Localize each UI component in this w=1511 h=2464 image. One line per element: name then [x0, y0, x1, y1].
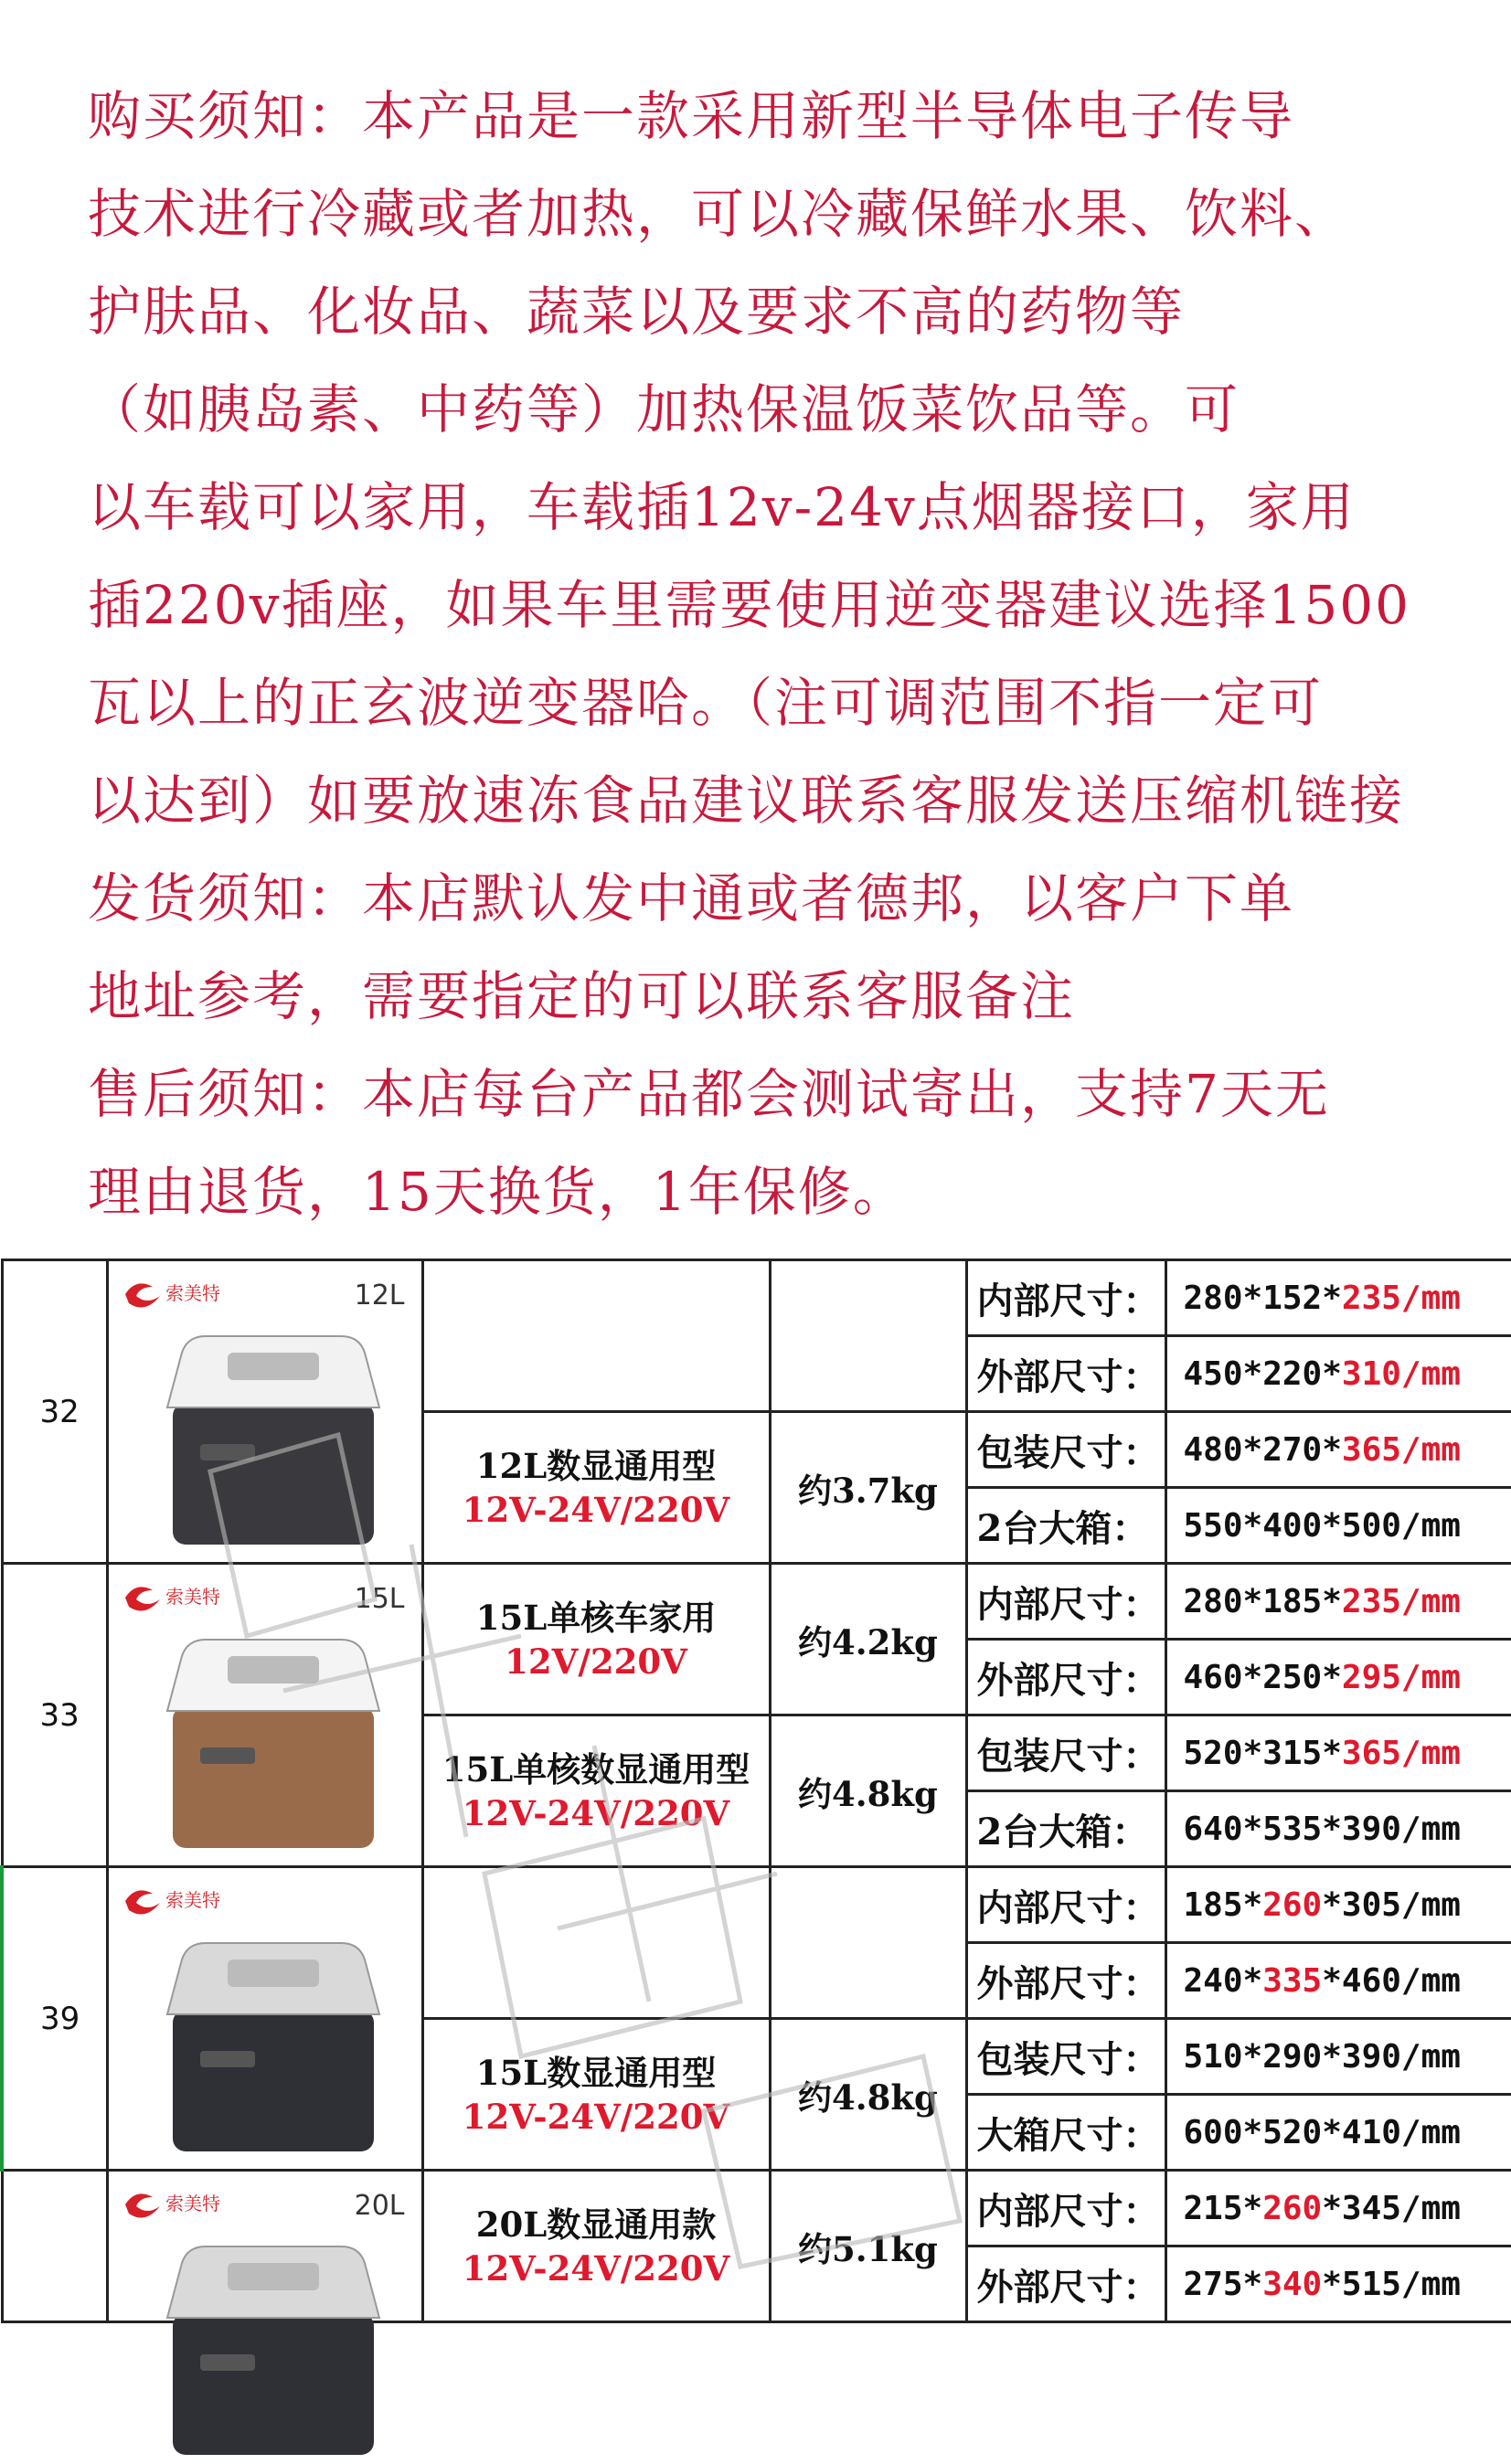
model-voltage: 12V-24V/220V [462, 2247, 730, 2289]
dimension-value-part: 275* [1183, 2265, 1263, 2303]
spec-row [2, 1564, 1511, 1640]
weight-cell [770, 1260, 966, 1412]
dimension-value-part: 510*290*390/mm [1183, 2037, 1461, 2076]
svg-text:索美特: 索美特 [165, 1282, 220, 1304]
cooler-image [145, 1316, 401, 1554]
notice-line: 购买须知：本产品是一款采用新型半导体电子传导 [88, 85, 1295, 147]
cooler-image [145, 1923, 401, 2161]
notice-line: 地址参考，需要指定的可以联系客服备注 [88, 965, 1076, 1027]
dimension-label: 大箱尺寸： [966, 2095, 1165, 2171]
model-cell [422, 1867, 770, 2019]
dimension-label: 包装尺寸： [966, 2019, 1165, 2095]
notice-line: 售后须知：本店每台产品都会测试寄出，支持7天无 [88, 1063, 1330, 1125]
dimension-value [1165, 1412, 1511, 1488]
dimension-value-highlight: 365/mm [1341, 1734, 1461, 1772]
dimension-value [1165, 2019, 1511, 2095]
dimension-label: 2台大箱： [966, 1488, 1165, 1564]
brand-logo-icon [120, 1274, 239, 1311]
dimension-label: 内部尺寸： [966, 2171, 1165, 2246]
dimension-value [1165, 1260, 1511, 1336]
dimension-label: 外部尺寸： [966, 1943, 1165, 2019]
dimension-value-highlight: 260 [1262, 2189, 1323, 2227]
model-cell [422, 1412, 770, 1564]
dimension-label: 外部尺寸： [966, 2246, 1165, 2322]
model-voltage: 12V-24V/220V [462, 2096, 730, 2137]
dimension-value [1165, 2246, 1511, 2322]
dimension-value [1165, 2171, 1511, 2246]
weight-cell: 约3.7kg [770, 1412, 966, 1564]
dimension-value-part: 215* [1183, 2189, 1263, 2227]
model-cell [422, 2019, 770, 2171]
dimension-value-part: *305/mm [1322, 1885, 1461, 1924]
product-image-cell [107, 1260, 422, 1564]
brand-logo-icon [120, 2184, 239, 2221]
svg-text:索美特: 索美特 [165, 2193, 220, 2214]
dimension-value-part: 520*315* [1183, 1734, 1342, 1772]
model-cell [422, 1715, 770, 1867]
notice-line: 插220v插座，如果车里需要使用逆变器建议选择1500 [88, 574, 1411, 636]
svg-text:索美特: 索美特 [165, 1889, 220, 1911]
weight-cell: 约4.8kg [770, 2019, 966, 2171]
dimension-value-part: 600*520*410/mm [1183, 2113, 1461, 2151]
svg-text:索美特: 索美特 [165, 1586, 220, 1608]
model-voltage: 12V-24V/220V [462, 1489, 730, 1530]
spec-table [0, 1259, 1511, 2323]
dimension-label: 内部尺寸： [966, 1564, 1165, 1640]
dimension-value-highlight: 335 [1262, 1961, 1323, 2000]
dimension-value-part: *345/mm [1322, 2189, 1461, 2227]
dimension-label: 外部尺寸： [966, 1336, 1165, 1412]
model-name: 20L数显通用款 [475, 2204, 717, 2245]
model-cell [422, 1260, 770, 1412]
weight-cell [770, 1867, 966, 2019]
spec-row [2, 1867, 1511, 1943]
notice-line: （如胰岛素、中药等）加热保温饭菜饮品等。可 [88, 378, 1240, 441]
model-voltage: 12V-24V/220V [462, 1792, 730, 1833]
model-cell [422, 2171, 770, 2322]
model-name: 15L单核数显通用型 [442, 1748, 750, 1790]
capacity-label: 15L [354, 1583, 405, 1615]
dimension-value-part: 640*535*390/mm [1183, 1810, 1461, 1848]
product-number: 39 [2, 1867, 107, 2171]
model-name: 15L单核车家用 [475, 1597, 717, 1638]
dimension-value-part: 550*400*500/mm [1183, 1506, 1461, 1545]
product-image-cell [107, 1867, 422, 2171]
cooler-image [145, 1620, 401, 1857]
dimension-value [1165, 2095, 1511, 2171]
dimension-value [1165, 1715, 1511, 1791]
purchase-notice [88, 68, 1495, 1241]
dimension-value-highlight: 235/mm [1341, 1279, 1461, 1317]
notice-line: 以车载可以家用，车载插12v-24v点烟器接口，家用 [88, 476, 1356, 538]
spec-row [2, 2171, 1511, 2246]
dimension-value-highlight: 260 [1262, 1885, 1323, 1924]
dimension-value [1165, 1336, 1511, 1412]
weight-cell: 约4.2kg [770, 1564, 966, 1715]
dimension-value [1165, 1488, 1511, 1564]
dimension-label: 内部尺寸： [966, 1260, 1165, 1336]
brand-logo-icon [120, 1577, 239, 1614]
product-image-cell [107, 1564, 422, 1867]
dimension-value [1165, 1867, 1511, 1943]
spec-row [2, 1260, 1511, 1336]
dimension-label: 外部尺寸： [966, 1640, 1165, 1715]
capacity-label: 20L [354, 2190, 405, 2222]
capacity-label: 12L [354, 1280, 405, 1312]
dimension-value [1165, 1791, 1511, 1867]
model-voltage: 12V/220V [505, 1641, 687, 1682]
dimension-value [1165, 1564, 1511, 1640]
dimension-value-part: *460/mm [1322, 1961, 1461, 2000]
notice-line: 技术进行冷藏或者加热，可以冷藏保鲜水果、饮料、 [88, 183, 1350, 245]
product-number: 32 [2, 1260, 107, 1564]
weight-cell: 约4.8kg [770, 1715, 966, 1867]
dimension-value-part: 240* [1183, 1961, 1263, 2000]
dimension-label: 内部尺寸： [966, 1867, 1165, 1943]
notice-line: 瓦以上的正玄波逆变器哈。（注可调范围不指一定可 [88, 672, 1324, 734]
brand-logo-icon [120, 1881, 239, 1917]
dimension-value-highlight: 365/mm [1341, 1430, 1461, 1469]
dimension-value-highlight: 295/mm [1341, 1658, 1461, 1696]
product-number: 33 [2, 1564, 107, 1867]
dimension-value-part: *515/mm [1322, 2265, 1461, 2303]
dimension-value-part: 460*250* [1183, 1658, 1342, 1696]
dimension-value-part: 450*220* [1183, 1354, 1342, 1393]
dimension-value-part: 280*185* [1183, 1582, 1342, 1620]
dimension-value-part: 480*270* [1183, 1430, 1342, 1469]
dimension-value [1165, 1943, 1511, 2019]
dimension-label: 2台大箱： [966, 1791, 1165, 1867]
dimension-value-part: 185* [1183, 1885, 1263, 1924]
dimension-label: 包装尺寸： [966, 1715, 1165, 1791]
dimension-value-highlight: 235/mm [1341, 1582, 1461, 1620]
dimension-value [1165, 1640, 1511, 1715]
weight-cell: 约5.1kg [770, 2171, 966, 2322]
notice-line: 发货须知：本店默认发中通或者德邦，以客户下单 [88, 867, 1295, 929]
dimension-value-highlight: 340 [1262, 2265, 1323, 2303]
notice-line: 以达到）如要放速冻食品建议联系客服发送压缩机链接 [88, 770, 1405, 832]
model-cell [422, 1564, 770, 1715]
dimension-value-highlight: 310/mm [1341, 1354, 1461, 1393]
model-name: 12L数显通用型 [475, 1445, 717, 1486]
notice-line: 理由退货，15天换货，1年保修。 [88, 1161, 908, 1223]
cooler-image [145, 2226, 401, 2464]
dimension-value-part: 280*152* [1183, 1279, 1342, 1317]
product-image-cell [107, 2171, 422, 2322]
dimension-label: 包装尺寸： [966, 1412, 1165, 1488]
notice-line: 护肤品、化妆品、蔬菜以及要求不高的药物等 [88, 281, 1186, 343]
product-number [2, 2171, 107, 2322]
model-name: 15L数显通用型 [475, 2052, 717, 2093]
